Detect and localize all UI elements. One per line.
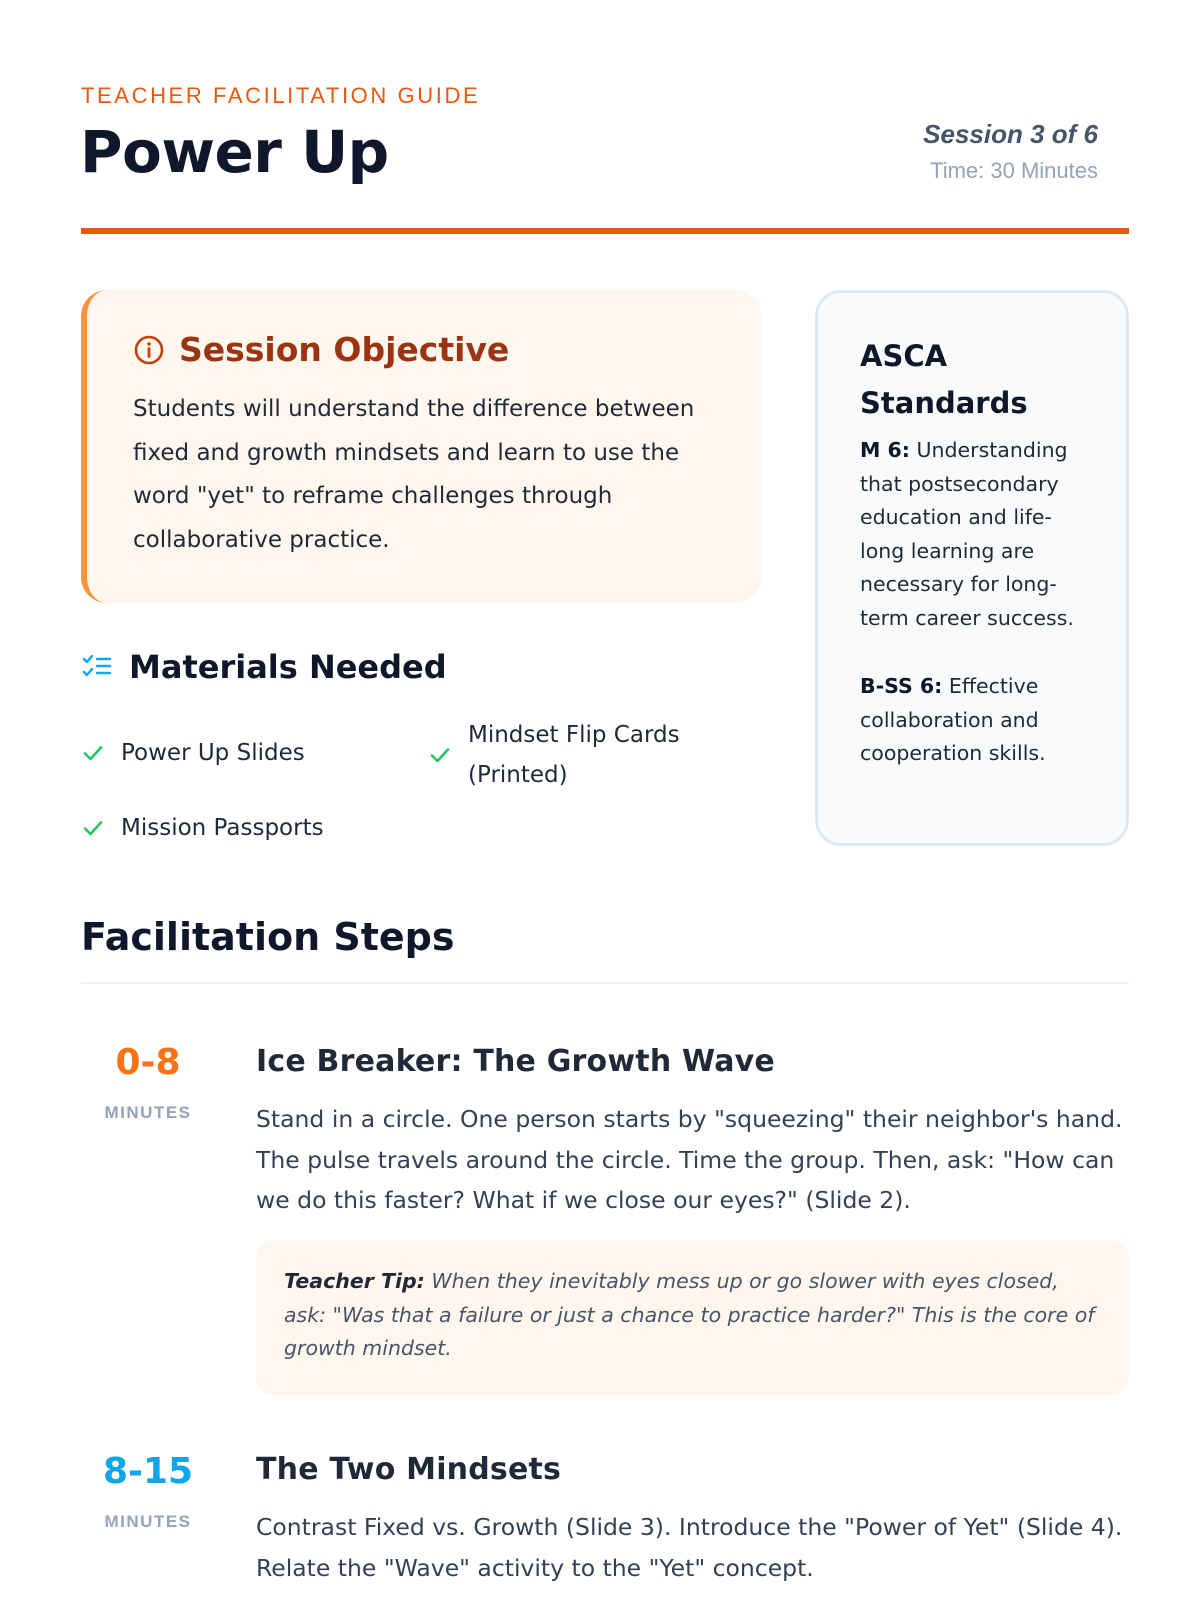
session-time: Time: 30 Minutes xyxy=(930,158,1098,183)
material-item xyxy=(81,733,305,773)
page-title: Power Up xyxy=(80,118,389,186)
session-objective-header xyxy=(133,330,509,369)
asca-standards-title: ASCA Standards xyxy=(860,339,1028,420)
session-objective-text: Students will understand the difference between fixed and growth mindsets and learn to use the word "yet" to reframe challenges through collaborative practice. xyxy=(133,396,695,553)
material-item-label: Power Up Slides xyxy=(121,740,305,766)
material-item-label: Mission Passports xyxy=(121,815,324,841)
session-label: Session 3 of 6 xyxy=(923,119,1098,149)
step-description: Contrast Fixed vs. Growth (Slide 3). Introduce the "Power of Yet" (Slide 4). Relate the "Wave" activity to the "Yet" concept. xyxy=(256,1513,1123,1582)
session-objective-title: Session Objective xyxy=(179,330,510,369)
step-time-unit: MINUTES xyxy=(104,1512,192,1531)
asca-standard xyxy=(860,670,1090,771)
info-circle-icon xyxy=(133,334,165,366)
step-time-unit: MINUTES xyxy=(104,1103,192,1122)
guide-eyebrow: TEACHER FACILITATION GUIDE xyxy=(81,83,481,108)
facilitation-steps-title: Facilitation Steps xyxy=(81,915,455,959)
step-time-range: 0-8 xyxy=(115,1042,181,1083)
session-objective-card xyxy=(81,290,761,603)
section-divider xyxy=(81,982,1129,984)
asca-standard-text: Understanding that postsecondary education and life-long learning are necessary for long-term career success. xyxy=(860,438,1074,630)
teacher-tip-label: Teacher Tip: xyxy=(284,1269,425,1293)
asca-standard-code: B-SS 6: xyxy=(860,674,943,698)
materials-title: Materials Needed xyxy=(129,648,447,686)
step-time-range: 8-15 xyxy=(102,1451,194,1492)
check-icon xyxy=(81,741,105,765)
step-description: Stand in a circle. One person starts by "squeezing" their neighbor's hand. The pulse travels around the circle. Time the group. Then, ask: "How can we do this faster? What if we close our eyes?" (Slide 2). xyxy=(256,1105,1123,1214)
material-item-label: Mindset Flip Cards (Printed) xyxy=(468,722,680,788)
teacher-tip xyxy=(256,1240,1129,1395)
asca-standards-card xyxy=(815,290,1129,846)
step-title: Ice Breaker: The Growth Wave xyxy=(256,1044,775,1079)
asca-standard-code: M 6: xyxy=(860,438,910,462)
material-item xyxy=(81,808,324,848)
asca-standard-text: Effective collaboration and cooperation skills. xyxy=(860,674,1046,765)
checklist-icon xyxy=(81,651,113,683)
materials-header xyxy=(81,648,447,686)
teacher-tip-text: When they inevitably mess up or go slower with eyes closed, ask: "Was that a failure or just a chance to practice harder?" This is the core of growth mindset. xyxy=(284,1269,1095,1360)
material-item xyxy=(428,715,718,795)
step-title: The Two Mindsets xyxy=(256,1452,562,1487)
asca-standard xyxy=(860,434,1090,635)
check-icon xyxy=(81,816,105,840)
check-icon xyxy=(428,743,452,767)
header-divider xyxy=(81,228,1129,234)
